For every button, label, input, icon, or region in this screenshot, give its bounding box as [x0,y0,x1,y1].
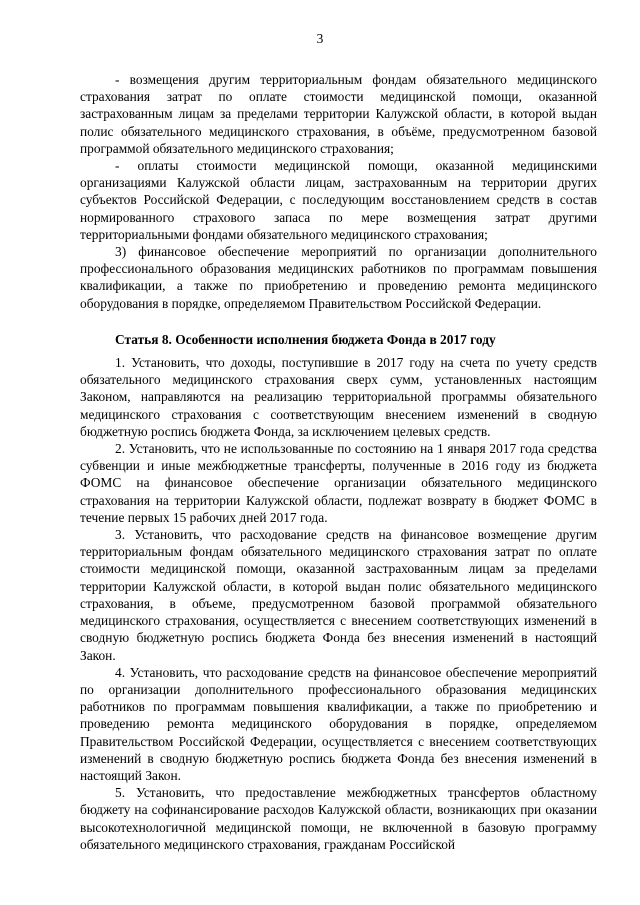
paragraph: - оплаты стоимости медицинской помощи, оказанной медицинскими организациями Калужской области лицам, застрахованным на территории других субъектов Российской Федерации, с последующим восстановлением средств в состав нормированного страхового запаса по мере возмещения затрат другими территориальными фондами обязательного медицинского страхования; [80,158,597,242]
article-heading: Статья 8. Особенности исполнения бюджета Фонда в 2017 году [115,331,496,347]
paragraph: 3. Установить, что расходование средств на финансовое возмещение другим территориальным фондам обязательного медицинского страхования затрат по оплате стоимости медицинской помощи, оказанной застрахованным лицам за пределами территории Калужской области, в которой выдан полис обязательного медицинского страхования, в объеме, предусмотренном базовой программой обязательного медицинского страхования, осуществляется с внесением соответствующих изменений в сводную бюджетную роспись бюджета Фонда без внесения изменений в настоящий Закон. [80,527,597,663]
page-number: 3 [316,31,324,46]
paragraph: 2. Установить, что не использованные по состоянию на 1 января 2017 года средства субвенции и иные межбюджетные трансферты, полученные в 2016 году из бюджета ФОМС на финансовое обеспечение организации обязательного медицинского страхования на территории Калужской области, подлежат возврату в бюджет ФОМС в течение первых 15 рабочих дней 2017 года. [80,441,597,525]
paragraph: 3) финансовое обеспечение мероприятий по организации дополнительного профессионального образования медицинских работников по программам повышения квалификации, а также по приобретению и проведению ремонта медицинского оборудования в порядке, определяемом Правительством Российской Федерации. [80,244,597,311]
paragraph: - возмещения другим территориальным фондам обязательного медицинского страхования затрат по оплате стоимости медицинской помощи, оказанной застрахованным лицам за пределами территории Калужской области, в которой выдан полис обязательного медицинского страхования, в объёме, предусмотренном базовой программой обязательного медицинского страхования; [80,72,597,156]
document-body [80,71,597,853]
paragraph: 5. Установить, что предоставление межбюджетных трансфертов областному бюджету на софинансирование расходов Калужской области, возникающих при оказании высокотехнологичной медицинской помощи, не включенной в базовую программу обязательного медицинского страхования, гражданам Российской [80,785,597,852]
paragraph: 4. Установить, что расходование средств на финансовое обеспечение мероприятий по организации дополнительного профессионального образования медицинских работников по программам повышения квалификации, а также по приобретению и проведению ремонта медицинского оборудования в порядке, определяемом Правительством Российской Федерации, осуществляется с внесением соответствующих изменений в сводную бюджетную роспись бюджета Фонда без внесения изменений в настоящий Закон. [80,664,597,783]
paragraph: 1. Установить, что доходы, поступившие в 2017 году на счета по учету средств обязательного медицинского страхования сверх сумм, установленных настоящим Законом, направляются на реализацию территориальной программы обязательного медицинского страхования с соответствующим внесением изменений в сводную бюджетную роспись бюджета Фонда, за исключением целевых средств. [80,355,597,439]
